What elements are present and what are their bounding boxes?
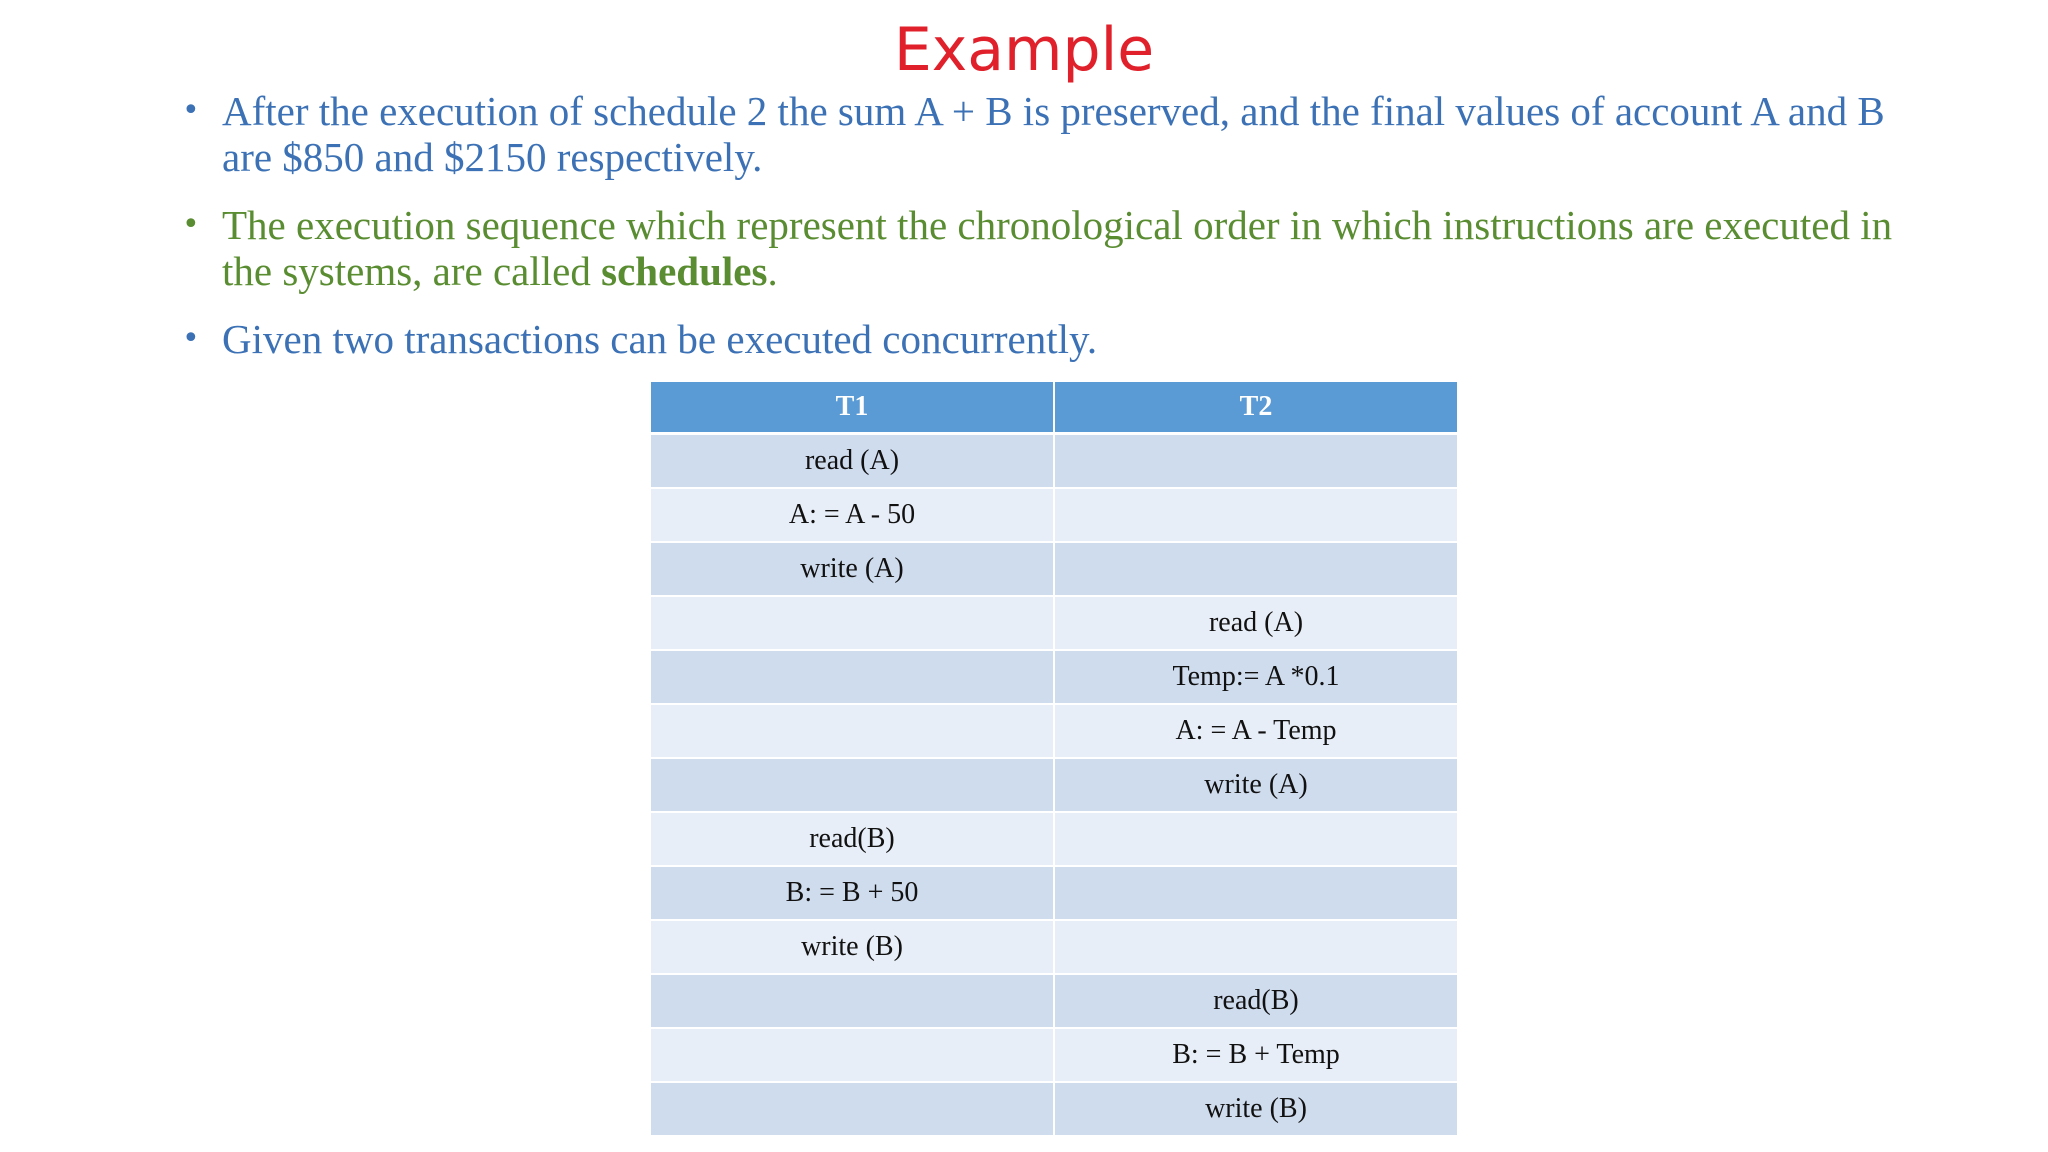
cell-t2: B: = B + Temp — [1054, 1028, 1457, 1082]
table-row — [651, 1028, 1457, 1082]
bullet-text-end: . — [767, 248, 778, 294]
cell-t1: read(B) — [651, 812, 1054, 866]
bullet-text: Given two transactions can be executed concurrently. — [222, 316, 1098, 362]
bullet-dot-icon: • — [182, 207, 200, 242]
bullet-dot-icon: • — [182, 321, 200, 356]
table-row — [651, 920, 1457, 974]
table-row — [651, 974, 1457, 1028]
cell-t2 — [1054, 434, 1457, 489]
bullet-item-2 — [180, 202, 1920, 294]
cell-t1 — [651, 650, 1054, 704]
bullet-item-3 — [180, 316, 1920, 362]
table-row — [651, 812, 1457, 866]
bullet-text: After the execution of schedule 2 the sum A + B is preserved, and the final values of account A and B are $850 and $2150 respectively. — [222, 88, 1885, 180]
table-header-row — [651, 382, 1457, 434]
cell-t1 — [651, 704, 1054, 758]
bullet-list — [180, 88, 1920, 384]
cell-t1: A: = A - 50 — [651, 488, 1054, 542]
cell-t2 — [1054, 812, 1457, 866]
table-row — [651, 596, 1457, 650]
table-row — [651, 1082, 1457, 1136]
table-row — [651, 488, 1457, 542]
bold-term: schedules — [601, 248, 768, 294]
cell-t2: write (A) — [1054, 758, 1457, 812]
cell-t1: write (A) — [651, 542, 1054, 596]
column-header-t2: T2 — [1054, 382, 1457, 434]
cell-t1: read (A) — [651, 434, 1054, 489]
slide-title: Example — [893, 15, 1155, 85]
bullet-item-1 — [180, 88, 1920, 180]
cell-t1 — [651, 1082, 1054, 1136]
cell-t2: A: = A - Temp — [1054, 704, 1457, 758]
schedule-table — [651, 382, 1457, 1137]
table-row — [651, 866, 1457, 920]
column-header-t1: T1 — [651, 382, 1054, 434]
cell-t1: B: = B + 50 — [651, 866, 1054, 920]
cell-t1 — [651, 1028, 1054, 1082]
cell-t2 — [1054, 866, 1457, 920]
table-row — [651, 542, 1457, 596]
table-row — [651, 704, 1457, 758]
cell-t2: write (B) — [1054, 1082, 1457, 1136]
bullet-text: The execution sequence which represent the chronological order in which instructions are executed in the systems, are called — [222, 202, 1893, 294]
table-row — [651, 758, 1457, 812]
cell-t1 — [651, 758, 1054, 812]
bullet-dot-icon: • — [182, 93, 200, 128]
cell-t1 — [651, 974, 1054, 1028]
cell-t2: read(B) — [1054, 974, 1457, 1028]
cell-t1: write (B) — [651, 920, 1054, 974]
cell-t2 — [1054, 920, 1457, 974]
table-row — [651, 434, 1457, 489]
cell-t2 — [1054, 542, 1457, 596]
cell-t2 — [1054, 488, 1457, 542]
table-row — [651, 650, 1457, 704]
cell-t2: read (A) — [1054, 596, 1457, 650]
cell-t2: Temp:= A *0.1 — [1054, 650, 1457, 704]
cell-t1 — [651, 596, 1054, 650]
